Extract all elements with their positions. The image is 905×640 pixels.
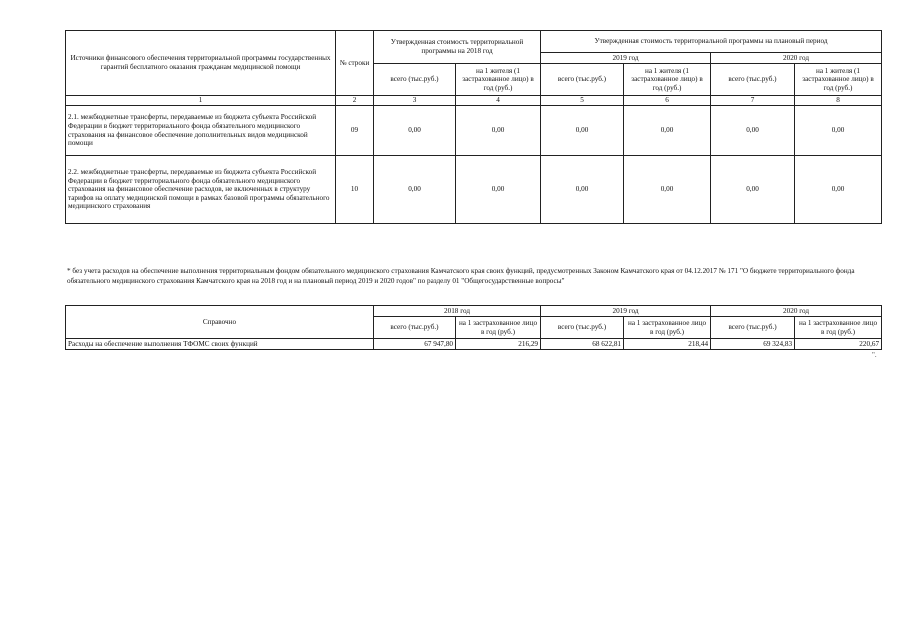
value-cell: 0,00 (541, 106, 624, 156)
column-number: 4 (456, 96, 541, 106)
row-number: 10 (336, 156, 374, 224)
header-approved-2018: Утвержденная стоимость территориальной программы на 2018 год (374, 31, 541, 64)
column-number: 2 (336, 96, 374, 106)
header-year-2019: 2019 год (541, 53, 711, 64)
row-name: 2.1. межбюджетные трансферты, передаваемые из бюджета субъекта Российской Федерации в бюджет территориального фонда обязательного медицинского страхования на финансовое обеспечение дополнительных видов медицинской помощи (66, 106, 336, 156)
column-number: 6 (624, 96, 711, 106)
table-row (66, 156, 882, 224)
column-number: 5 (541, 96, 624, 106)
reference-header: Справочно (66, 306, 374, 339)
ref-per-capita-2020: на 1 застрахованное лицо в год (руб.) (795, 317, 882, 339)
closing-mark: ". (872, 351, 877, 359)
header-total-2019: всего (тыс.руб.) (541, 64, 624, 96)
header-per-capita-2018: на 1 жителя (1 застрахованное лицо) в год (руб.) (456, 64, 541, 96)
value-cell: 218,44 (624, 339, 711, 350)
ref-per-capita-2019: на 1 застрахованное лицо в год (руб.) (624, 317, 711, 339)
column-number: 1 (66, 96, 336, 106)
table-row (66, 339, 882, 350)
header-sources: Источники финансового обеспечения территориальной программы государственных гарантий бесплатного оказания гражданам медицинской помощи (66, 31, 336, 96)
header-row-number: № строки (336, 31, 374, 96)
column-number: 3 (374, 96, 456, 106)
header-total-2020: всего (тыс.руб.) (711, 64, 795, 96)
ref-total-2018: всего (тыс.руб.) (374, 317, 456, 339)
value-cell: 0,00 (711, 106, 795, 156)
ref-total-2019: всего (тыс.руб.) (541, 317, 624, 339)
row-name: 2.2. межбюджетные трансферты, передаваемые из бюджета субъекта Российской Федерации в бюджет территориального фонда обязательного медицинского страхования на финансовое обеспечение расходов, не включенных в структуру тарифов на оплату медицинской помощи в рамках базовой программы обязательного медицинского страхования (66, 156, 336, 224)
value-cell: 0,00 (795, 156, 882, 224)
value-cell: 0,00 (795, 106, 882, 156)
ref-year-2020: 2020 год (711, 306, 882, 317)
value-cell: 0,00 (456, 106, 541, 156)
value-cell: 0,00 (624, 106, 711, 156)
ref-per-capita-2018: на 1 застрахованное лицо в год (руб.) (456, 317, 541, 339)
ref-row-name: Расходы на обеспечение выполнения ТФОМС своих функций (66, 339, 374, 350)
footnote: * без учета расходов на обеспечение выполнения территориальным фондом обязательного медицинского страхования Камчатского края своих функций, предусмотренных Законом Камчатского края от 04.12.2017 № 171 "О бюджете территориального фонда обязательного медицинского страхования Камчатского края на 2018 год и на плановый период 2019 и 2020 годов" по разделу 01 "Общегосударственные вопросы" (67, 267, 855, 285)
table-row (66, 106, 882, 156)
value-cell: 0,00 (711, 156, 795, 224)
value-cell: 69 324,83 (711, 339, 795, 350)
column-number-row (66, 96, 882, 106)
value-cell: 0,00 (541, 156, 624, 224)
value-cell: 220,67 (795, 339, 882, 350)
value-cell: 67 947,80 (374, 339, 456, 350)
value-cell: 0,00 (374, 106, 456, 156)
ref-total-2020: всего (тыс.руб.) (711, 317, 795, 339)
value-cell: 68 622,81 (541, 339, 624, 350)
header-planned-period: Утвержденная стоимость территориальной программы на плановый период (541, 31, 882, 53)
header-total-2018: всего (тыс.руб.) (374, 64, 456, 96)
program-cost-table (65, 30, 882, 224)
value-cell: 0,00 (456, 156, 541, 224)
ref-year-2019: 2019 год (541, 306, 711, 317)
value-cell: 0,00 (374, 156, 456, 224)
header-per-capita-2019: на 1 жителя (1 застрахованное лицо) в год (руб.) (624, 64, 711, 96)
header-per-capita-2020: на 1 жителя (1 застрахованное лицо) в год (руб.) (795, 64, 882, 96)
column-number: 7 (711, 96, 795, 106)
value-cell: 216,29 (456, 339, 541, 350)
reference-table (65, 305, 882, 350)
value-cell: 0,00 (624, 156, 711, 224)
header-year-2020: 2020 год (711, 53, 882, 64)
column-number: 8 (795, 96, 882, 106)
ref-year-2018: 2018 год (374, 306, 541, 317)
row-number: 09 (336, 106, 374, 156)
